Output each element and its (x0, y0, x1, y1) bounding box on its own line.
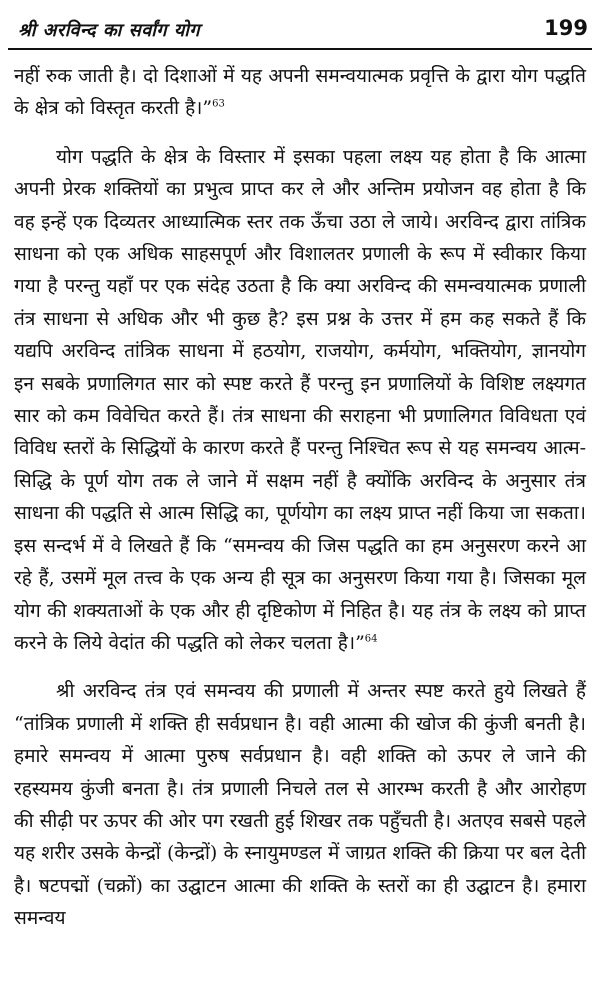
page-number: 199 (544, 16, 588, 40)
paragraph-2 (14, 141, 586, 660)
paragraph-1 (14, 60, 586, 125)
paragraph-text: श्री अरविन्द तंत्र एवं समन्वय की प्रणाली में अन्तर स्पष्ट करते हुये लिखते हैं “तांत्रिक प्रणाली में शक्ति ही सर्वप्रधान है। वही आत्मा की खोज की कुंजी बनती है। हमारे समन्वय में आत्मा पुरुष सर्वप्रधान है। वही शक्ति को ऊपर ले जाने की रहस्यमय कुंजी बनता है। तंत्र प्रणाली निचले तल से आरम्भ करती है और आरोहण की सीढ़ी पर ऊपर की ओर पग रखती हुई शिखर तक पहुँचती है। अतएव सबसे पहले यह शरीर उसके केन्द्रों (केन्द्रों) के स्नायुमण्डल में जाग्रत शक्ति की क्रिया पर बल देती है। षटपद्मों (चक्रों) का उद्घाटन आत्मा की शक्ति के स्तरों का ही उद्घाटन है। हमारा समन्वय (14, 680, 586, 930)
body-text (14, 60, 586, 951)
paragraph-3 (14, 675, 586, 934)
running-title: श्री अरविन्द का सर्वांग योग (18, 20, 201, 41)
footnote-ref: 64 (364, 633, 378, 645)
paragraph-text: नहीं रुक जाती है। दो दिशाओं में यह अपनी समन्वयात्मक प्रवृत्ति के द्वारा योग पद्धति के क्षेत्र को विस्तृत करती है।” (14, 65, 586, 120)
paragraph-text: योग पद्धति के क्षेत्र के विस्तार में इसका पहला लक्ष्य यह होता है कि आत्मा अपनी प्रेरक शक्तियों का प्रभुत्व प्राप्त कर ले और अन्तिम प्रयोजन वह होता है कि वह इन्हें एक दिव्यतर आध्यात्मिक स्तर तक ऊँचा उठा ले जाये। अरविन्द द्वारा तांत्रिक साधना को एक अधिक साहसपूर्ण और विशालतर प्रणाली के रूप में स्वीकार किया गया है परन्तु यहाँ पर एक संदेह उठता है कि क्या अरविन्द की समन्वयात्मक प्रणाली तंत्र साधना से अधिक और भी कुछ है? इस प्रश्न के उत्तर में हम कह सकते हैं कि यद्यपि अरविन्द तांत्रिक साधना में हठयोग, राजयोग, कर्मयोग, भक्तियोग, ज्ञानयोग इन सबके प्रणालिगत सार को स्पष्ट करते हैं परन्तु इन प्रणालियों के विशिष्ट लक्ष्यगत सार को कम विवेचित करते हैं। तंत्र साधना की सराहना भी प्रणालिगत विविधता एवं विविध स्तरों के सिद्धियों के कारण करते हैं परन्तु निश्चित रूप से यह समन्वय आत्म-सिद्धि के पूर्ण योग तक ले जाने में सक्षम नहीं है क्योंकि अरविन्द के अनुसार तंत्र साधना की पद्धति से आत्म सिद्धि का, पूर्णयोग का लक्ष्य प्राप्त नहीं किया जा सकता। इस सन्दर्भ में वे लिखते हैं कि “समन्वय की जिस पद्धति का हम अनुसरण करने आ रहे हैं, उसमें मूल तत्त्व के एक अन्य ही सूत्र का अनुसरण किया गया है। जिसका मूल योग की शक्यताओं के एक और ही दृष्टिकोण में निहित है। यह तंत्र के लक्ष्य को प्राप्त करने के लिये वेदांत की पद्धति को लेकर चलता है।” (14, 145, 586, 654)
header-rule (8, 48, 592, 50)
footnote-ref: 63 (212, 99, 225, 111)
page-header (8, 6, 592, 46)
